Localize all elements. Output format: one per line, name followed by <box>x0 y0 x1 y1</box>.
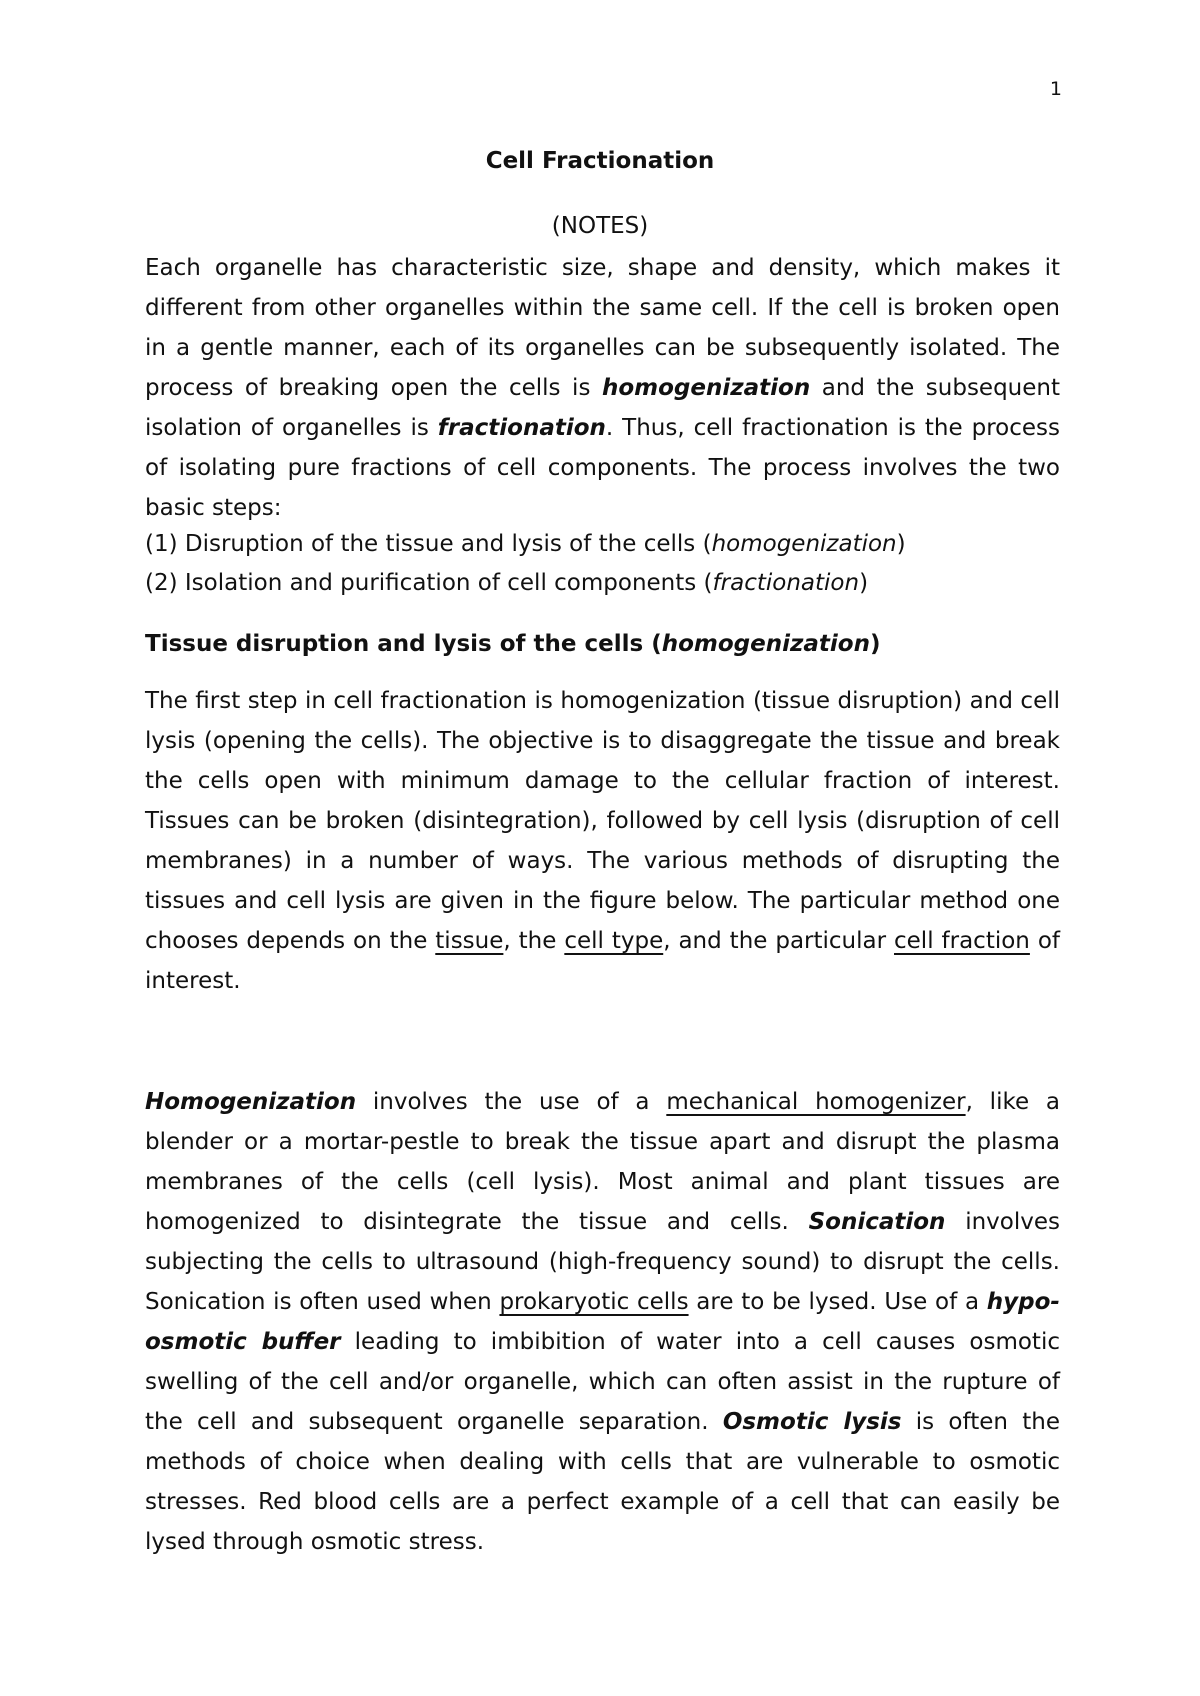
step-item: (2) Isolation and purification of cell components (fractionation) <box>145 570 869 596</box>
intro-paragraph <box>145 248 1060 528</box>
term-fractionation: fractionation <box>437 415 606 441</box>
underline-mechanical-homogenizer: mechanical homogenizer <box>666 1089 966 1115</box>
term-homogenization-bold: Homogenization <box>145 1089 357 1115</box>
term-hypo-osmotic-buffer: hypo-osmotic buffer <box>145 1289 1060 1355</box>
term-sonication: Sonication <box>808 1209 946 1235</box>
paragraph-methods: Homogenization involves the use of a mechanical homogenizer, like a blender or a mortar-pestle to break the tissue apart and disrupt the plasma membranes of the cells (cell lysis). Most animal and plant tissues are homogenized to disintegrate the tissue and cells. Sonication involves subjecting the cells to ultrasound (high-frequency sound) to disrupt the cells. Sonication is often used when prokaryotic cells are to be lysed. Use of a hypo-osmotic buffer leading to imbibition of water into a cell causes osmotic swelling of the cell and/or organelle, which can often assist in the rupture of the cell and subsequent organelle separation. Osmotic lysis is often the methods of choice when dealing with cells that are vulnerable to osmotic stresses. Red blood cells are a perfect example of a cell that can easily be lysed through osmotic stress. <box>145 1089 1060 1555</box>
page-title: Cell Fractionation <box>485 148 715 174</box>
steps-list <box>145 525 1060 603</box>
intro-text-2: and the subsequent isolation of organelles is <box>145 375 1060 441</box>
term-osmotic-lysis: Osmotic lysis <box>722 1409 902 1435</box>
section-heading: Tissue disruption and lysis of the cells (homogenization) <box>145 631 881 657</box>
page-number: 1 <box>1049 78 1062 100</box>
underline-cell-fraction: cell fraction <box>894 928 1030 954</box>
term-homogenization: homogenization <box>601 375 811 401</box>
page-subtitle: (NOTES) <box>551 213 649 239</box>
underline-tissue: tissue <box>435 928 504 954</box>
intro-text-3: . Thus, cell fractionation is the process of isolating pure fractions of cell components. The process involves the two basic steps: <box>145 415 1060 521</box>
underline-cell-type: cell type <box>564 928 664 954</box>
step-item: (1) Disruption of the tissue and lysis of the cells (homogenization) <box>145 531 906 557</box>
intro-text-1: Each organelle has characteristic size, shape and density, which makes it different from other organelles within the same cell. If the cell is broken open in a gentle manner, each of its organelles can be subsequently isolated. The process of breaking open the cells is <box>145 255 1060 401</box>
paragraph-homogenization-intro: The first step in cell fractionation is homogenization (tissue disruption) and cell lysis (opening the cells). The objective is to disaggregate the tissue and break the cells open with minimum damage to the cellular fraction of interest. Tissues can be broken (disintegration), followed by cell lysis (disruption of cell membranes) in a number of ways. The various methods of disrupting the tissues and cell lysis are given in the figure below. The particular method one chooses depends on the tissue, the cell type, and the particular cell fraction of interest. <box>145 688 1060 994</box>
underline-prokaryotic-cells: prokaryotic cells <box>499 1289 689 1315</box>
